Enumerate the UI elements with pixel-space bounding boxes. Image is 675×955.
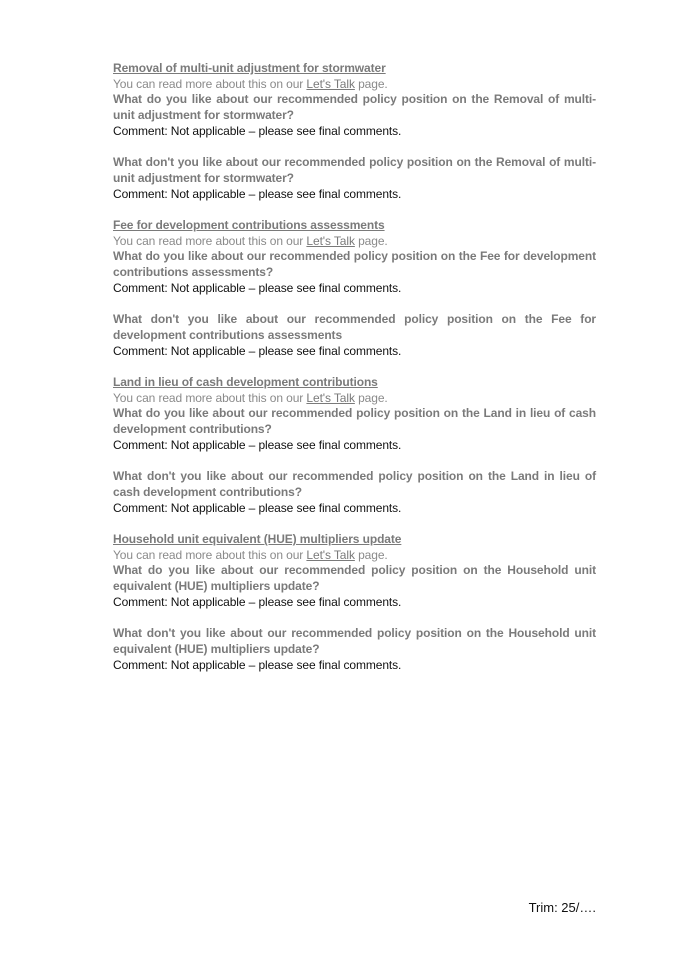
read-more-line — [113, 391, 596, 407]
read-more-suffix: page. — [354, 233, 388, 248]
section-heading: Removal of multi-unit adjustment for stormwater — [113, 61, 386, 75]
dislike-comment: Comment: Not applicable – please see final comments. — [113, 186, 402, 201]
like-question: What do you like about our recommended policy position on the Removal of multi-unit adjustment for stormwater? — [113, 92, 596, 123]
read-more-suffix: page. — [354, 547, 388, 562]
document-body — [113, 61, 596, 689]
read-more-line — [113, 234, 596, 250]
spacer — [113, 297, 596, 313]
dislike-comment: Comment: Not applicable – please see final comments. — [113, 500, 402, 515]
like-comment: Comment: Not applicable – please see final comments. — [113, 437, 402, 452]
dislike-question: What don't you like about our recommended policy position on the Household unit equivalent (HUE) multipliers update? — [113, 626, 596, 656]
read-more-prefix: You can read more about this on our — [113, 547, 307, 562]
dislike-question: What don't you like about our recommended policy position on the Removal of multi-unit adjustment for stormwater? — [113, 155, 596, 185]
spacer — [113, 140, 596, 156]
like-question: What do you like about our recommended policy position on the Fee for development contributions assessments? — [113, 249, 596, 280]
lets-talk-link[interactable]: Let's Talk — [306, 547, 355, 562]
lets-talk-link[interactable]: Let's Talk — [306, 76, 355, 91]
section-heading: Household unit equivalent (HUE) multipliers update — [113, 532, 402, 546]
like-comment: Comment: Not applicable – please see final comments. — [113, 123, 402, 138]
policy-section — [113, 61, 596, 202]
like-question: What do you like about our recommended policy position on the Household unit equivalent (HUE) multipliers update? — [113, 563, 596, 594]
spacer — [113, 611, 596, 627]
dislike-question: What don't you like about our recommended policy position on the Land in lieu of cash development contributions? — [113, 469, 596, 499]
read-more-line — [113, 548, 596, 564]
policy-section — [113, 375, 596, 516]
like-comment: Comment: Not applicable – please see final comments. — [113, 280, 402, 295]
policy-section — [113, 532, 596, 673]
read-more-suffix: page. — [354, 390, 388, 405]
like-question: What do you like about our recommended policy position on the Land in lieu of cash development contributions? — [113, 406, 596, 437]
lets-talk-link[interactable]: Let's Talk — [306, 390, 355, 405]
like-comment: Comment: Not applicable – please see final comments. — [113, 594, 402, 609]
dislike-question: What don't you like about our recommended policy position on the Fee for development contributions assessments — [113, 312, 596, 342]
spacer — [113, 454, 596, 470]
section-heading: Fee for development contributions assessments — [113, 218, 385, 232]
section-heading: Land in lieu of cash development contributions — [113, 375, 378, 389]
dislike-comment: Comment: Not applicable – please see final comments. — [113, 343, 402, 358]
read-more-suffix: page. — [354, 76, 388, 91]
read-more-prefix: You can read more about this on our — [113, 76, 307, 91]
read-more-line — [113, 77, 596, 93]
read-more-prefix: You can read more about this on our — [113, 233, 307, 248]
dislike-comment: Comment: Not applicable – please see final comments. — [113, 657, 402, 672]
read-more-prefix: You can read more about this on our — [113, 390, 307, 405]
lets-talk-link[interactable]: Let's Talk — [306, 233, 355, 248]
policy-section — [113, 218, 596, 359]
trim-reference: Trim: 25/…. — [528, 900, 596, 915]
